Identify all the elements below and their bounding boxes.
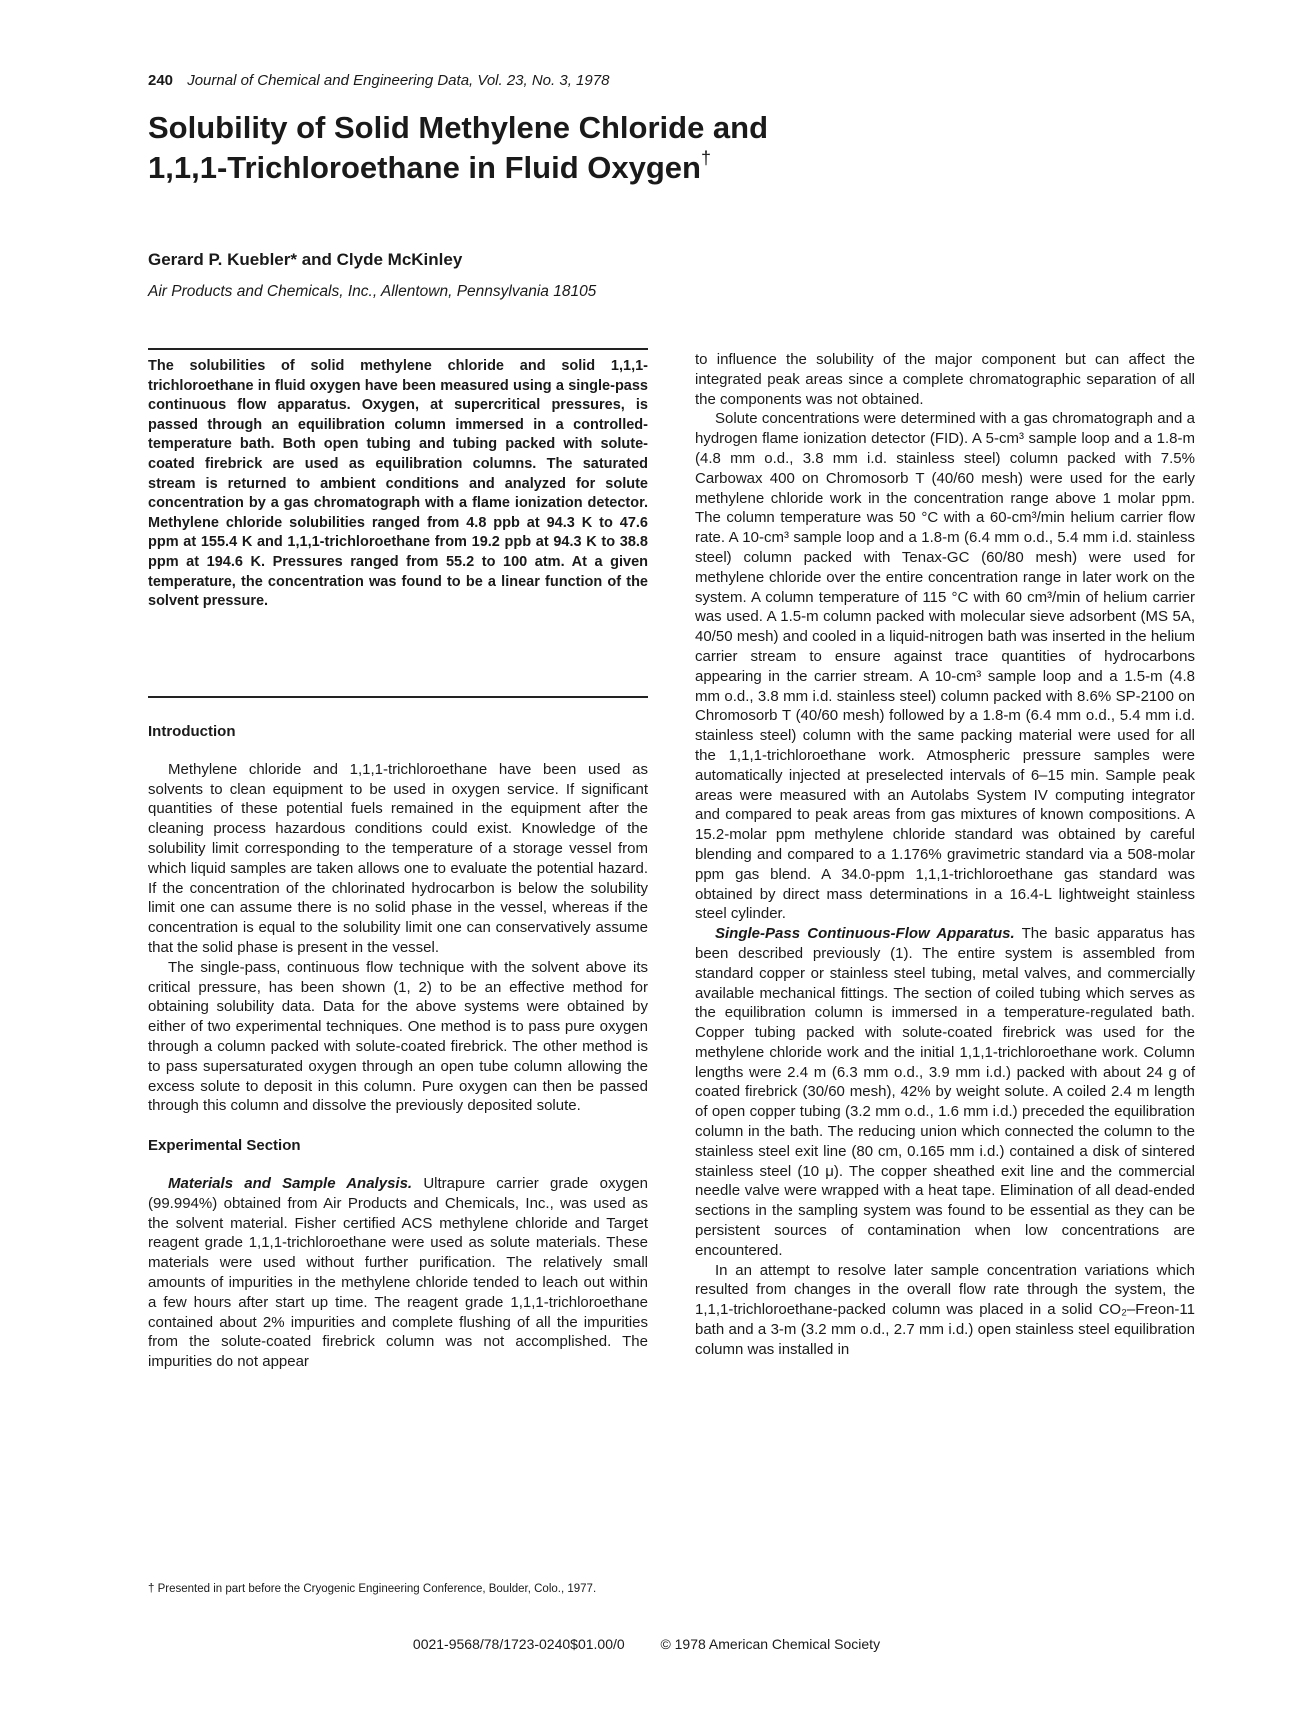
page-number: 240 bbox=[148, 72, 174, 89]
affiliation: Air Products and Chemicals, Inc., Allentown, Pennsylvania 18105 bbox=[148, 283, 597, 300]
journal-citation: Journal of Chemical and Engineering Data, Vol. 23, No. 3, 1978 bbox=[187, 72, 610, 89]
abstract-bottom-rule bbox=[148, 696, 648, 698]
last-paragraph: In an attempt to resolve later sample concentration variations which resulted from changes in the overall flow rate through the system, the 1,1,1-trichloroethane-packed column was placed in a solid CO₂–Freon-11 bath and a 3-m (3.2 mm o.d., 2.7 mm i.d.) open stainless steel equilibration column was installed in bbox=[695, 1261, 1195, 1358]
title-dagger: † bbox=[700, 148, 711, 168]
page-footer bbox=[0, 1636, 1293, 1652]
apparatus-run-in-heading: Single-Pass Continuous-Flow Apparatus. bbox=[715, 925, 1015, 943]
continued-paragraph: to influence the solubility of the major component but can affect the integrated peak areas since a complete chromatographic separation of all the components was not obtained. bbox=[695, 351, 1195, 408]
title-line-1: Solubility of Solid Methylene Chloride and bbox=[148, 110, 769, 145]
introduction-paragraph-1: Methylene chloride and 1,1,1-trichloroethane have been used as solvents to clean equipment to be used in oxygen service. If significant quantities of these potential fuels remained in the equipment after the cleaning process hazardous conditions could exist. Knowledge of the solubility limit corresponding to the temperature of a storage vessel from which liquid samples are taken allows one to evaluate the potential hazard. If the concentration of the chlorinated hydrocarbon is below the solubility limit one can assume there is no solid phase in the vessel, whereas if the concentration is equal to the solubility limit one can conservatively assume that the solid phase is present in the vessel. bbox=[148, 760, 648, 956]
footnote: † Presented in part before the Cryogenic Engineering Conference, Boulder, Colo., 1977. bbox=[148, 1583, 597, 1595]
article-title bbox=[148, 108, 908, 188]
abstract-text: The solubilities of solid methylene chloride and solid 1,1,1-trichloroethane in fluid oxygen have been measured using a single-pass continuous flow apparatus. Oxygen, at supercritical pressures, is passed through an equilibration column immersed in a controlled-temperature bath. Both open tubing and tubing packed with solute-coated firebrick are used as equilibration columns. The saturated stream is returned to ambient conditions and analyzed for solute concentration by a gas chromatograph with a flame ionization detector. Methylene chloride solubilities ranged from 4.8 ppb at 94.3 K to 47.6 ppm at 155.4 K and 1,1,1-trichloroethane from 19.2 ppb at 94.3 K to 38.8 ppm at 194.6 K. Pressures ranged from 55.2 to 100 atm. At a given temperature, the concentration was found to be a linear function of the solvent pressure. bbox=[148, 358, 648, 610]
introduction-paragraph-2: The single-pass, continuous flow technique with the solvent above its critical pressure, has been shown (1, 2) to be an effective method for obtaining solubility data. Data for the above systems were obtained by either of two experimental techniques. One method is to pass pure oxygen through a column packed with solute-coated firebrick. The other method is to pass supersaturated oxygen through an open tube column allowing the excess solute to deposit in this column. Pure oxygen can then be passed through this column and dissolve the previously deposited solute. bbox=[148, 958, 648, 1115]
apparatus-paragraph bbox=[695, 924, 1195, 1261]
title-line-2: 1,1,1-Trichloroethane in Fluid Oxygen bbox=[148, 150, 701, 185]
solute-concentration-paragraph: Solute concentrations were determined with a gas chromatograph and a hydrogen flame ionization detector (FID). A 5-cm³ sample loop and a 1.8-m (4.8 mm o.d., 3.8 mm i.d. stainless steel) column packed with 7.5% Carbowax 400 on Chromosorb T (40/60 mesh) were used for the early methylene chloride work in the concentration range above 1 molar ppm. The column temperature was 50 °C with a 60-cm³/min helium carrier flow rate. A 10-cm³ sample loop and a 1.8-m (6.4 mm o.d., 5.4 mm i.d. stainless steel) column packed with Tenax-GC (60/80 mesh) were used for methylene chloride over the entire concentration range in later work on the system. A column temperature of 115 °C with 60 cm³/min of helium carrier was used. A 1.5-m column packed with molecular sieve adsorbent (MS 5A, 40/50 mesh) and cooled in a liquid-nitrogen bath was inserted in the helium carrier stream to ensure against trace quantities of hydrocarbons appearing in the carrier stream. A 10-cm³ sample loop and a 1.5-m (4.8 mm o.d., 3.8 mm i.d. stainless steel) column packed with 8.6% SP-2100 on Chromosorb T (40/60 mesh) followed by a 1.8-m (6.4 mm o.d., 5.4 mm i.d. stainless steel) column with the same packing material were used for all the 1,1,1-trichloroethane work. Atmospheric pressure samples were automatically injected at preselected intervals of 6–15 min. Sample peak areas were measured with an Autolabs System IV computing integrator and compared to peak areas from gas mixtures of known compositions. A 15.2-molar ppm methylene chloride standard was obtained by careful blending and compared to a 1.176% gravimetric standard via a 508-molar ppm gas blend. A 34.0-ppm 1,1,1-trichloroethane gas standard was obtained by direct mass determinations in a 16.4-L lightweight stainless steel cylinder. bbox=[695, 410, 1195, 923]
materials-run-in-heading: Materials and Sample Analysis. bbox=[168, 1174, 413, 1192]
experimental-heading: Experimental Section bbox=[148, 1137, 301, 1155]
authors: Gerard P. Kuebler* and Clyde McKinley bbox=[148, 250, 463, 269]
apparatus-text: The basic apparatus has been described previously (1). The entire system is assembled from standard copper or stainless steel tubing, metal valves, and commercially available mechanical fittings. The section of coiled tubing which serves as the equilibration column is immersed in a temperature-regulated bath. Copper tubing packed with solute-coated firebrick was used for the methylene chloride work and the initial 1,1,1-trichloroethane work. Column lengths were 2.4 m (6.3 mm o.d., 3.9 mm i.d.) packed with about 24 g of coated firebrick (30/60 mesh), 42% by weight solute. A coiled 2.4 m length of open copper tubing (3.2 mm o.d., 1.6 mm i.d.) preceded the equilibration column in the bath. The reducing union which connected the column to the stainless steel exit line (80 cm, 0.165 mm i.d.) contained a disk of sintered stainless steel (10 μ). The copper sheathed exit line and the commercial needle valve were wrapped with a heat tape. Elimination of all dead-ended sections in the sampling system was found to be essential as they can be persistent sources of contamination when low concentrations are encountered. bbox=[695, 925, 1195, 1259]
introduction-heading: Introduction bbox=[148, 723, 236, 740]
left-column bbox=[148, 722, 648, 1372]
abstract bbox=[148, 357, 648, 612]
right-column bbox=[695, 350, 1195, 1360]
abstract-top-rule bbox=[148, 348, 648, 350]
materials-text: Ultrapure carrier grade oxygen (99.994%) obtained from Air Products and Chemicals, Inc., was used as the solvent material. Fisher certified ACS methylene chloride and Target reagent grade 1,1,1-trichloroethane were used as solute materials. These materials were used without further purification. The relatively small amounts of impurities in the methylene chloride tended to leach out within a few hours after start up time. The reagent grade 1,1,1-trichloroethane contained about 2% impurities and complete flushing of all the impurities from the solute-coated firebrick column was not accomplished. The impurities do not appear bbox=[148, 1174, 648, 1371]
footer-code: 0021-9568/78/1723-0240$01.00/0 bbox=[412, 1636, 625, 1652]
footer-copyright: © 1978 American Chemical Society bbox=[660, 1636, 881, 1652]
running-head bbox=[148, 72, 609, 89]
materials-paragraph bbox=[148, 1174, 648, 1372]
